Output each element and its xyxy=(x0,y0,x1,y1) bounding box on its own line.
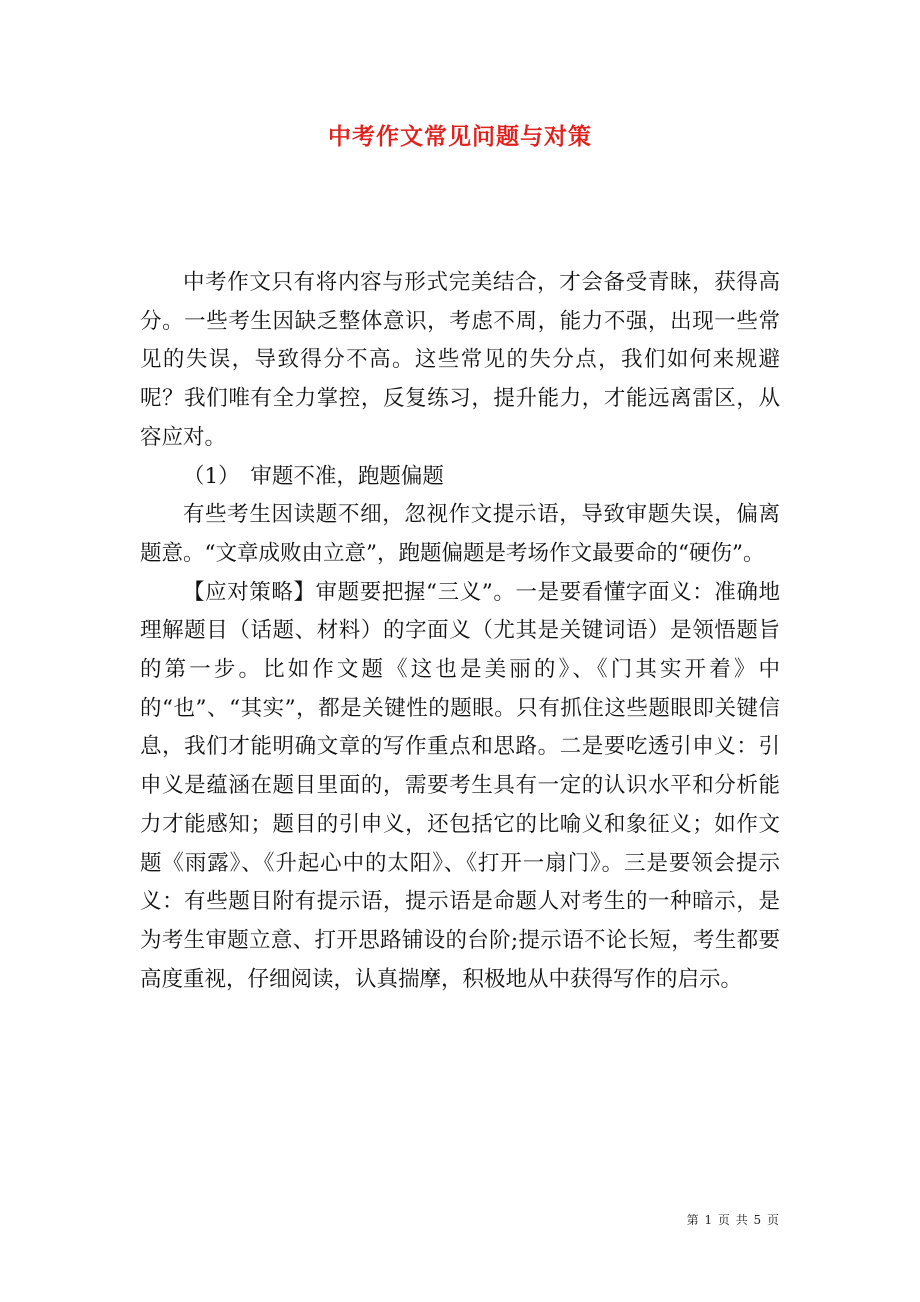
document-body xyxy=(140,264,780,999)
intro-paragraph: 中考作文只有将内容与形式完美结合，才会备受青睐，获得高分。一些考生因缺乏整体意识，考虑不周，能力不强，出现一些常见的失误，导致得分不高。这些常见的失分点，我们如何来规避呢？我们唯有全力掌控，反复练习，提升能力，才能远离雷区，从容应对。 xyxy=(140,270,780,450)
problem-paragraph: 有些考生因读题不细，忽视作文提示语，导致审题失误，偏离题意。“文章成败由立意”，跑题偏题是考场作文最要命的“硬伤”。 xyxy=(140,502,780,566)
page-title: 中考作文常见问题与对策 xyxy=(328,123,592,150)
strategy-paragraph: 【应对策略】审题要把握“三义”。一是要看懂字面义：准确地理解题目（话题、材料）的字面义（尤其是关键词语）是领悟题旨的第一步。比如作文题《这也是美丽的》、《门其实开着》中的“也”、“其实”，都是关键性的题眼。只有抓住这些题眼即关键信息，我们才能明确文章的写作重点和思路。二是要吃透引申义：引申义是蕴涵在题目里面的，需要考生具有一定的认识水平和分析能力才能感知；题目的引申义，还包括它的比喻义和象征义；如作文题《雨露》、《升起心中的太阳》、《打开一扇门》。三是要领会提示义：有些题目附有提示语，提示语是命题人对考生的一种暗示，是为考生审题立意、打开思路铺设的台阶;提示语不论长短，考生都要高度重视，仔细阅读，认真揣摩，积极地从中获得写作的启示。 xyxy=(140,579,780,992)
page-number-footer: 第 1 页 共 5 页 xyxy=(686,1213,780,1227)
section-heading: （1） 审题不准，跑题偏题 xyxy=(183,463,444,489)
